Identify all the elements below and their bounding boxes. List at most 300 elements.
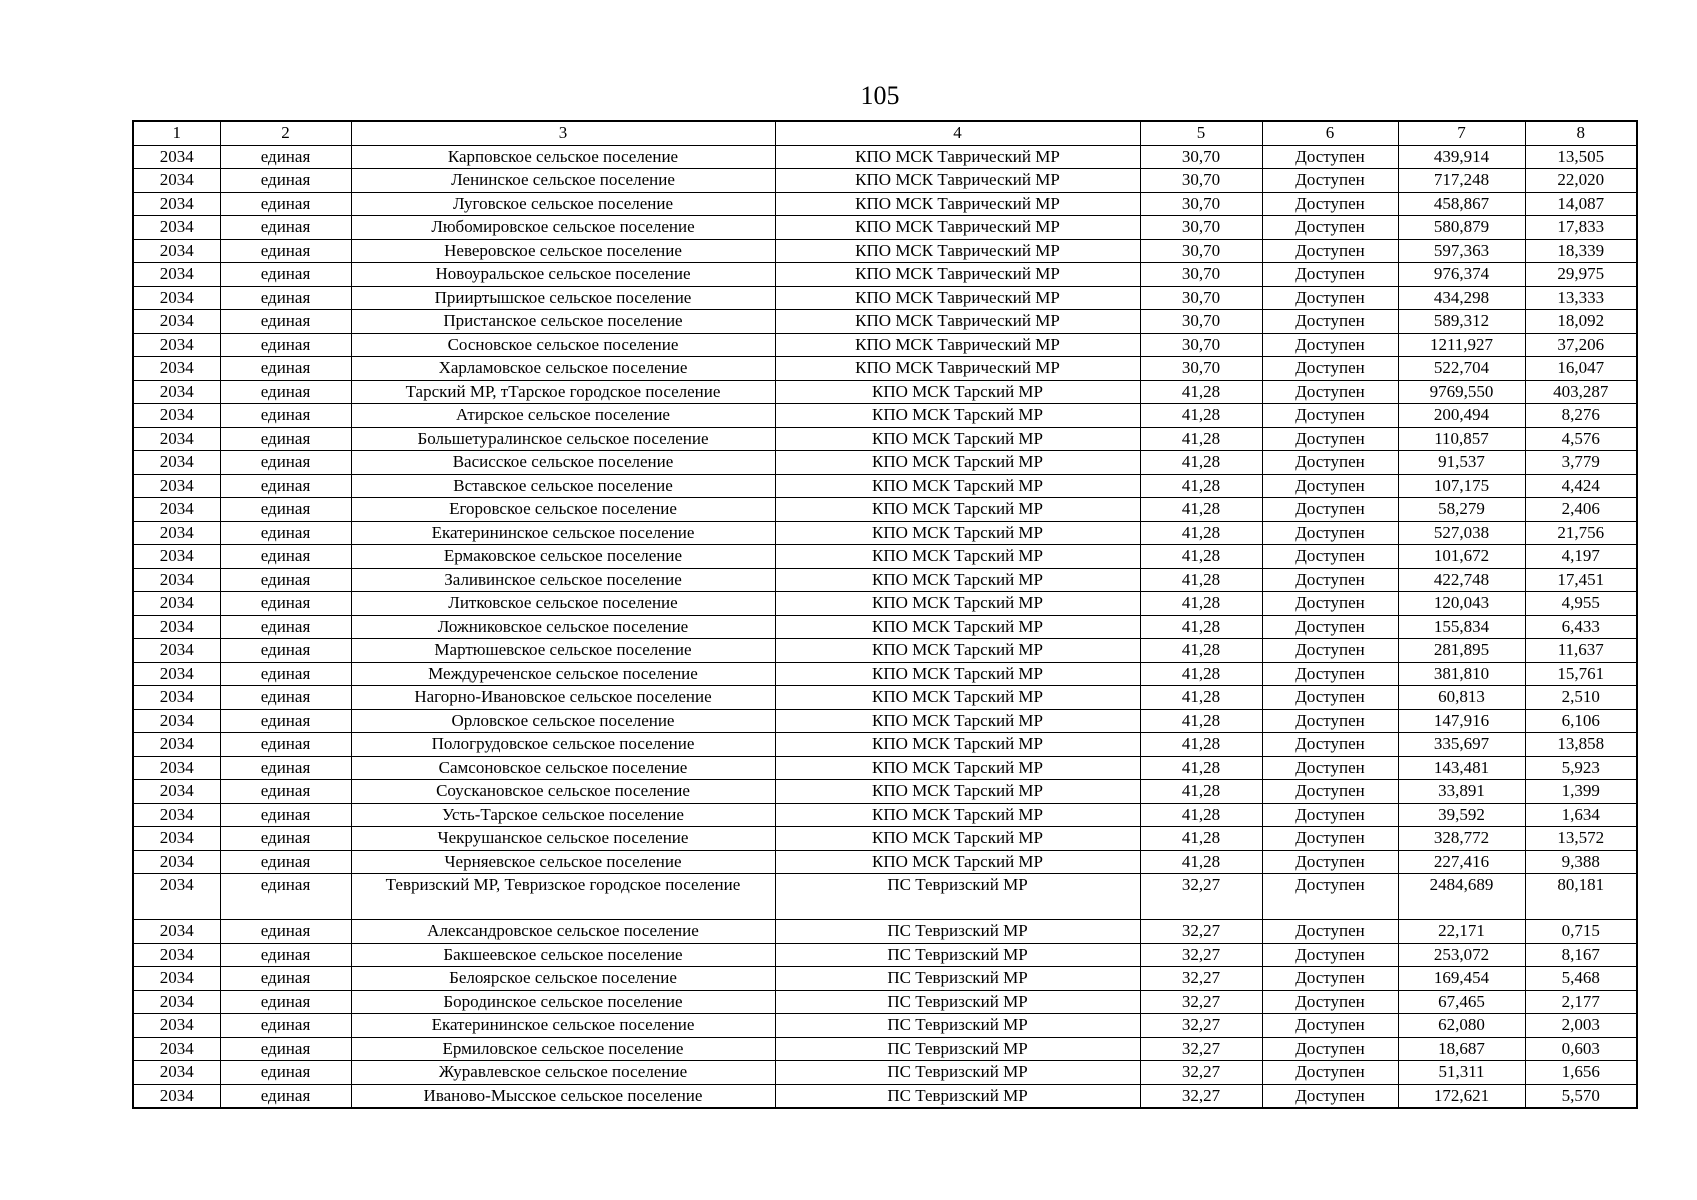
settlement-cell: Ермаковское сельское поселение [351, 545, 775, 569]
status-cell: Доступен [1262, 920, 1398, 944]
operator-cell: КПО МСК Тарский МР [775, 827, 1140, 851]
status-cell: Доступен [1262, 990, 1398, 1014]
settlement-cell: Егоровское сельское поселение [351, 498, 775, 522]
value-cell: 107,175 [1398, 474, 1525, 498]
value-cell: 422,748 [1398, 568, 1525, 592]
value-cell: 2484,689 [1398, 874, 1525, 920]
type-cell: единая [220, 357, 351, 381]
share-cell: 0,603 [1525, 1037, 1637, 1061]
type-cell: единая [220, 333, 351, 357]
type-cell: единая [220, 498, 351, 522]
operator-cell: КПО МСК Тарский МР [775, 474, 1140, 498]
type-cell: единая [220, 592, 351, 616]
share-cell: 4,955 [1525, 592, 1637, 616]
year-cell: 2034 [133, 263, 220, 287]
year-cell: 2034 [133, 639, 220, 663]
type-cell: единая [220, 286, 351, 310]
value-cell: 458,867 [1398, 192, 1525, 216]
share-cell: 21,756 [1525, 521, 1637, 545]
status-cell: Доступен [1262, 451, 1398, 475]
settlement-cell: Сосновское сельское поселение [351, 333, 775, 357]
year-cell: 2034 [133, 920, 220, 944]
value-cell: 976,374 [1398, 263, 1525, 287]
value-cell: 120,043 [1398, 592, 1525, 616]
year-cell: 2034 [133, 592, 220, 616]
header-cell: 2 [220, 121, 351, 145]
type-cell: единая [220, 1014, 351, 1038]
operator-cell: КПО МСК Таврический МР [775, 145, 1140, 169]
table-row [133, 615, 1637, 639]
status-cell: Доступен [1262, 545, 1398, 569]
type-cell: единая [220, 780, 351, 804]
rate-cell: 41,28 [1140, 780, 1262, 804]
table-row [133, 521, 1637, 545]
rate-cell: 30,70 [1140, 333, 1262, 357]
status-cell: Доступен [1262, 521, 1398, 545]
status-cell: Доступен [1262, 827, 1398, 851]
operator-cell: КПО МСК Тарский МР [775, 686, 1140, 710]
operator-cell: ПС Тевризский МР [775, 874, 1140, 920]
year-cell: 2034 [133, 310, 220, 334]
table-row [133, 686, 1637, 710]
year-cell: 2034 [133, 404, 220, 428]
type-cell: единая [220, 615, 351, 639]
status-cell: Доступен [1262, 615, 1398, 639]
type-cell: единая [220, 568, 351, 592]
value-cell: 58,279 [1398, 498, 1525, 522]
status-cell: Доступен [1262, 874, 1398, 920]
share-cell: 8,276 [1525, 404, 1637, 428]
year-cell: 2034 [133, 733, 220, 757]
share-cell: 13,572 [1525, 827, 1637, 851]
rate-cell: 32,27 [1140, 920, 1262, 944]
share-cell: 5,468 [1525, 967, 1637, 991]
value-cell: 589,312 [1398, 310, 1525, 334]
type-cell: единая [220, 709, 351, 733]
table-row [133, 943, 1637, 967]
year-cell: 2034 [133, 780, 220, 804]
share-cell: 4,576 [1525, 427, 1637, 451]
table-row [133, 850, 1637, 874]
year-cell: 2034 [133, 1084, 220, 1108]
status-cell: Доступен [1262, 169, 1398, 193]
value-cell: 597,363 [1398, 239, 1525, 263]
page-number: 105 [860, 81, 900, 110]
settlement-cell: Тарский МР, тТарское городское поселение [351, 380, 775, 404]
table-row [133, 803, 1637, 827]
operator-cell: ПС Тевризский МР [775, 1061, 1140, 1085]
share-cell: 4,197 [1525, 545, 1637, 569]
table-row [133, 827, 1637, 851]
type-cell: единая [220, 263, 351, 287]
rate-cell: 30,70 [1140, 239, 1262, 263]
value-cell: 172,621 [1398, 1084, 1525, 1108]
share-cell: 13,333 [1525, 286, 1637, 310]
value-cell: 9769,550 [1398, 380, 1525, 404]
year-cell: 2034 [133, 474, 220, 498]
table-row [133, 990, 1637, 1014]
share-cell: 15,761 [1525, 662, 1637, 686]
type-cell: единая [220, 874, 351, 920]
type-cell: единая [220, 380, 351, 404]
table-row [133, 169, 1637, 193]
header-cell: 1 [133, 121, 220, 145]
settlement-cell: Междуреченское сельское поселение [351, 662, 775, 686]
share-cell: 1,656 [1525, 1061, 1637, 1085]
settlement-cell: Бакшеевское сельское поселение [351, 943, 775, 967]
value-cell: 147,916 [1398, 709, 1525, 733]
value-cell: 227,416 [1398, 850, 1525, 874]
rate-cell: 41,28 [1140, 662, 1262, 686]
operator-cell: КПО МСК Тарский МР [775, 498, 1140, 522]
rate-cell: 41,28 [1140, 404, 1262, 428]
rate-cell: 41,28 [1140, 451, 1262, 475]
year-cell: 2034 [133, 451, 220, 475]
operator-cell: КПО МСК Таврический МР [775, 310, 1140, 334]
table-row [133, 545, 1637, 569]
year-cell: 2034 [133, 803, 220, 827]
year-cell: 2034 [133, 427, 220, 451]
status-cell: Доступен [1262, 967, 1398, 991]
year-cell: 2034 [133, 498, 220, 522]
table-row [133, 263, 1637, 287]
year-cell: 2034 [133, 145, 220, 169]
year-cell: 2034 [133, 967, 220, 991]
rate-cell: 32,27 [1140, 990, 1262, 1014]
rate-cell: 41,28 [1140, 545, 1262, 569]
operator-cell: КПО МСК Тарский МР [775, 662, 1140, 686]
share-cell: 80,181 [1525, 874, 1637, 920]
operator-cell: КПО МСК Тарский МР [775, 521, 1140, 545]
header-cell: 6 [1262, 121, 1398, 145]
rate-cell: 30,70 [1140, 357, 1262, 381]
header-row [133, 121, 1637, 145]
status-cell: Доступен [1262, 145, 1398, 169]
settlement-cell: Бородинское сельское поселение [351, 990, 775, 1014]
share-cell: 2,177 [1525, 990, 1637, 1014]
status-cell: Доступен [1262, 239, 1398, 263]
rate-cell: 41,28 [1140, 709, 1262, 733]
status-cell: Доступен [1262, 803, 1398, 827]
operator-cell: КПО МСК Тарский МР [775, 568, 1140, 592]
status-cell: Доступен [1262, 1037, 1398, 1061]
status-cell: Доступен [1262, 943, 1398, 967]
year-cell: 2034 [133, 1037, 220, 1061]
operator-cell: КПО МСК Таврический МР [775, 216, 1140, 240]
share-cell: 4,424 [1525, 474, 1637, 498]
operator-cell: КПО МСК Тарский МР [775, 639, 1140, 663]
status-cell: Доступен [1262, 709, 1398, 733]
settlement-cell: Орловское сельское поселение [351, 709, 775, 733]
table-row [133, 592, 1637, 616]
settlement-cell: Нагорно-Ивановское сельское поселение [351, 686, 775, 710]
year-cell: 2034 [133, 216, 220, 240]
type-cell: единая [220, 169, 351, 193]
settlement-cell: Ложниковское сельское поселение [351, 615, 775, 639]
year-cell: 2034 [133, 827, 220, 851]
value-cell: 200,494 [1398, 404, 1525, 428]
table-row [133, 662, 1637, 686]
status-cell: Доступен [1262, 216, 1398, 240]
type-cell: единая [220, 239, 351, 263]
value-cell: 439,914 [1398, 145, 1525, 169]
rate-cell: 41,28 [1140, 686, 1262, 710]
year-cell: 2034 [133, 568, 220, 592]
operator-cell: КПО МСК Тарский МР [775, 545, 1140, 569]
value-cell: 717,248 [1398, 169, 1525, 193]
table-row [133, 1084, 1637, 1108]
rate-cell: 41,28 [1140, 850, 1262, 874]
rate-cell: 30,70 [1140, 310, 1262, 334]
type-cell: единая [220, 967, 351, 991]
value-cell: 281,895 [1398, 639, 1525, 663]
status-cell: Доступен [1262, 1014, 1398, 1038]
rate-cell: 32,27 [1140, 1084, 1262, 1108]
status-cell: Доступен [1262, 333, 1398, 357]
settlement-cell: Самсоновское сельское поселение [351, 756, 775, 780]
share-cell: 2,406 [1525, 498, 1637, 522]
status-cell: Доступен [1262, 404, 1398, 428]
rate-cell: 30,70 [1140, 192, 1262, 216]
settlement-cell: Соускановское сельское поселение [351, 780, 775, 804]
operator-cell: КПО МСК Тарский МР [775, 380, 1140, 404]
value-cell: 60,813 [1398, 686, 1525, 710]
settlement-cell: Ленинское сельское поселение [351, 169, 775, 193]
type-cell: единая [220, 639, 351, 663]
table-row [133, 380, 1637, 404]
table-row [133, 310, 1637, 334]
operator-cell: КПО МСК Тарский МР [775, 451, 1140, 475]
rate-cell: 41,28 [1140, 733, 1262, 757]
value-cell: 328,772 [1398, 827, 1525, 851]
year-cell: 2034 [133, 615, 220, 639]
settlement-cell: Вставское сельское поселение [351, 474, 775, 498]
header-cell: 7 [1398, 121, 1525, 145]
status-cell: Доступен [1262, 850, 1398, 874]
operator-cell: КПО МСК Тарский МР [775, 733, 1140, 757]
year-cell: 2034 [133, 357, 220, 381]
operator-cell: КПО МСК Таврический МР [775, 333, 1140, 357]
share-cell: 9,388 [1525, 850, 1637, 874]
header-cell: 8 [1525, 121, 1637, 145]
operator-cell: КПО МСК Таврический МР [775, 263, 1140, 287]
status-cell: Доступен [1262, 592, 1398, 616]
table-row [133, 216, 1637, 240]
share-cell: 3,779 [1525, 451, 1637, 475]
value-cell: 62,080 [1398, 1014, 1525, 1038]
value-cell: 527,038 [1398, 521, 1525, 545]
share-cell: 1,399 [1525, 780, 1637, 804]
share-cell: 13,858 [1525, 733, 1637, 757]
type-cell: единая [220, 427, 351, 451]
rate-cell: 41,28 [1140, 756, 1262, 780]
value-cell: 39,592 [1398, 803, 1525, 827]
share-cell: 6,433 [1525, 615, 1637, 639]
operator-cell: КПО МСК Тарский МР [775, 404, 1140, 428]
rate-cell: 30,70 [1140, 216, 1262, 240]
table-row [133, 239, 1637, 263]
share-cell: 2,003 [1525, 1014, 1637, 1038]
share-cell: 1,634 [1525, 803, 1637, 827]
table-body [133, 121, 1637, 1108]
settlement-cell: Литковское сельское поселение [351, 592, 775, 616]
settlement-cell: Александровское сельское поселение [351, 920, 775, 944]
rate-cell: 30,70 [1140, 169, 1262, 193]
status-cell: Доступен [1262, 639, 1398, 663]
header-cell: 5 [1140, 121, 1262, 145]
status-cell: Доступен [1262, 662, 1398, 686]
operator-cell: ПС Тевризский МР [775, 920, 1140, 944]
year-cell: 2034 [133, 874, 220, 920]
status-cell: Доступен [1262, 474, 1398, 498]
share-cell: 14,087 [1525, 192, 1637, 216]
status-cell: Доступен [1262, 192, 1398, 216]
year-cell: 2034 [133, 333, 220, 357]
settlement-cell: Ермиловское сельское поселение [351, 1037, 775, 1061]
share-cell: 6,106 [1525, 709, 1637, 733]
type-cell: единая [220, 1084, 351, 1108]
rate-cell: 30,70 [1140, 145, 1262, 169]
rate-cell: 41,28 [1140, 498, 1262, 522]
share-cell: 8,167 [1525, 943, 1637, 967]
table-row [133, 451, 1637, 475]
settlement-cell: Журавлевское сельское поселение [351, 1061, 775, 1085]
operator-cell: ПС Тевризский МР [775, 990, 1140, 1014]
table-row [133, 733, 1637, 757]
header-cell: 4 [775, 121, 1140, 145]
type-cell: единая [220, 943, 351, 967]
year-cell: 2034 [133, 662, 220, 686]
settlement-cell: Мартюшевское сельское поселение [351, 639, 775, 663]
settlement-cell: Черняевское сельское поселение [351, 850, 775, 874]
status-cell: Доступен [1262, 498, 1398, 522]
table-row [133, 709, 1637, 733]
share-cell: 37,206 [1525, 333, 1637, 357]
settlement-cell: Пристанское сельское поселение [351, 310, 775, 334]
settlement-cell: Тевризский МР, Тевризское городское поселение [351, 874, 775, 920]
table-row [133, 967, 1637, 991]
table-row [133, 333, 1637, 357]
value-cell: 580,879 [1398, 216, 1525, 240]
settlement-cell: Любомировское сельское поселение [351, 216, 775, 240]
year-cell: 2034 [133, 169, 220, 193]
type-cell: единая [220, 990, 351, 1014]
type-cell: единая [220, 451, 351, 475]
share-cell: 5,923 [1525, 756, 1637, 780]
operator-cell: ПС Тевризский МР [775, 1037, 1140, 1061]
status-cell: Доступен [1262, 427, 1398, 451]
operator-cell: КПО МСК Таврический МР [775, 169, 1140, 193]
rate-cell: 32,27 [1140, 943, 1262, 967]
share-cell: 17,451 [1525, 568, 1637, 592]
status-cell: Доступен [1262, 1061, 1398, 1085]
value-cell: 33,891 [1398, 780, 1525, 804]
year-cell: 2034 [133, 1061, 220, 1085]
operator-cell: КПО МСК Тарский МР [775, 756, 1140, 780]
year-cell: 2034 [133, 239, 220, 263]
settlement-cell: Иваново-Мысское сельское поселение [351, 1084, 775, 1108]
type-cell: единая [220, 850, 351, 874]
operator-cell: ПС Тевризский МР [775, 1084, 1140, 1108]
year-cell: 2034 [133, 380, 220, 404]
share-cell: 0,715 [1525, 920, 1637, 944]
share-cell: 29,975 [1525, 263, 1637, 287]
operator-cell: КПО МСК Тарский МР [775, 803, 1140, 827]
table-row [133, 756, 1637, 780]
table-row [133, 404, 1637, 428]
settlement-cell: Белоярское сельское поселение [351, 967, 775, 991]
status-cell: Доступен [1262, 686, 1398, 710]
operator-cell: КПО МСК Тарский МР [775, 615, 1140, 639]
settlement-cell: Неверовское сельское поселение [351, 239, 775, 263]
rate-cell: 41,28 [1140, 568, 1262, 592]
share-cell: 18,092 [1525, 310, 1637, 334]
share-cell: 5,570 [1525, 1084, 1637, 1108]
type-cell: единая [220, 1061, 351, 1085]
table-row [133, 639, 1637, 663]
rate-cell: 41,28 [1140, 592, 1262, 616]
status-cell: Доступен [1262, 568, 1398, 592]
rate-cell: 32,27 [1140, 874, 1262, 920]
type-cell: единая [220, 827, 351, 851]
table-row [133, 192, 1637, 216]
year-cell: 2034 [133, 709, 220, 733]
table-row [133, 920, 1637, 944]
value-cell: 1211,927 [1398, 333, 1525, 357]
value-cell: 522,704 [1398, 357, 1525, 381]
settlement-cell: Чекрушанское сельское поселение [351, 827, 775, 851]
settlement-cell: Заливинское сельское поселение [351, 568, 775, 592]
status-cell: Доступен [1262, 380, 1398, 404]
year-cell: 2034 [133, 545, 220, 569]
share-cell: 13,505 [1525, 145, 1637, 169]
operator-cell: КПО МСК Тарский МР [775, 592, 1140, 616]
share-cell: 16,047 [1525, 357, 1637, 381]
rate-cell: 41,28 [1140, 380, 1262, 404]
rate-cell: 32,27 [1140, 1037, 1262, 1061]
value-cell: 143,481 [1398, 756, 1525, 780]
table-row [133, 1061, 1637, 1085]
settlement-cell: Екатерининское сельское поселение [351, 1014, 775, 1038]
status-cell: Доступен [1262, 756, 1398, 780]
share-cell: 11,637 [1525, 639, 1637, 663]
operator-cell: КПО МСК Тарский МР [775, 850, 1140, 874]
status-cell: Доступен [1262, 263, 1398, 287]
settlement-cell: Прииртышское сельское поселение [351, 286, 775, 310]
value-cell: 91,537 [1398, 451, 1525, 475]
settlement-cell: Большетуралинское сельское поселение [351, 427, 775, 451]
table-row [133, 427, 1637, 451]
settlement-cell: Атирское сельское поселение [351, 404, 775, 428]
operator-cell: ПС Тевризский МР [775, 1014, 1140, 1038]
year-cell: 2034 [133, 1014, 220, 1038]
type-cell: единая [220, 521, 351, 545]
table-row [133, 474, 1637, 498]
type-cell: единая [220, 192, 351, 216]
type-cell: единая [220, 756, 351, 780]
rate-cell: 41,28 [1140, 521, 1262, 545]
settlement-cell: Харламовское сельское поселение [351, 357, 775, 381]
share-cell: 17,833 [1525, 216, 1637, 240]
year-cell: 2034 [133, 943, 220, 967]
rate-cell: 32,27 [1140, 1061, 1262, 1085]
rate-cell: 30,70 [1140, 286, 1262, 310]
rate-cell: 41,28 [1140, 427, 1262, 451]
settlement-cell: Новоуральское сельское поселение [351, 263, 775, 287]
settlement-cell: Усть-Тарское сельское поселение [351, 803, 775, 827]
value-cell: 169,454 [1398, 967, 1525, 991]
status-cell: Доступен [1262, 357, 1398, 381]
